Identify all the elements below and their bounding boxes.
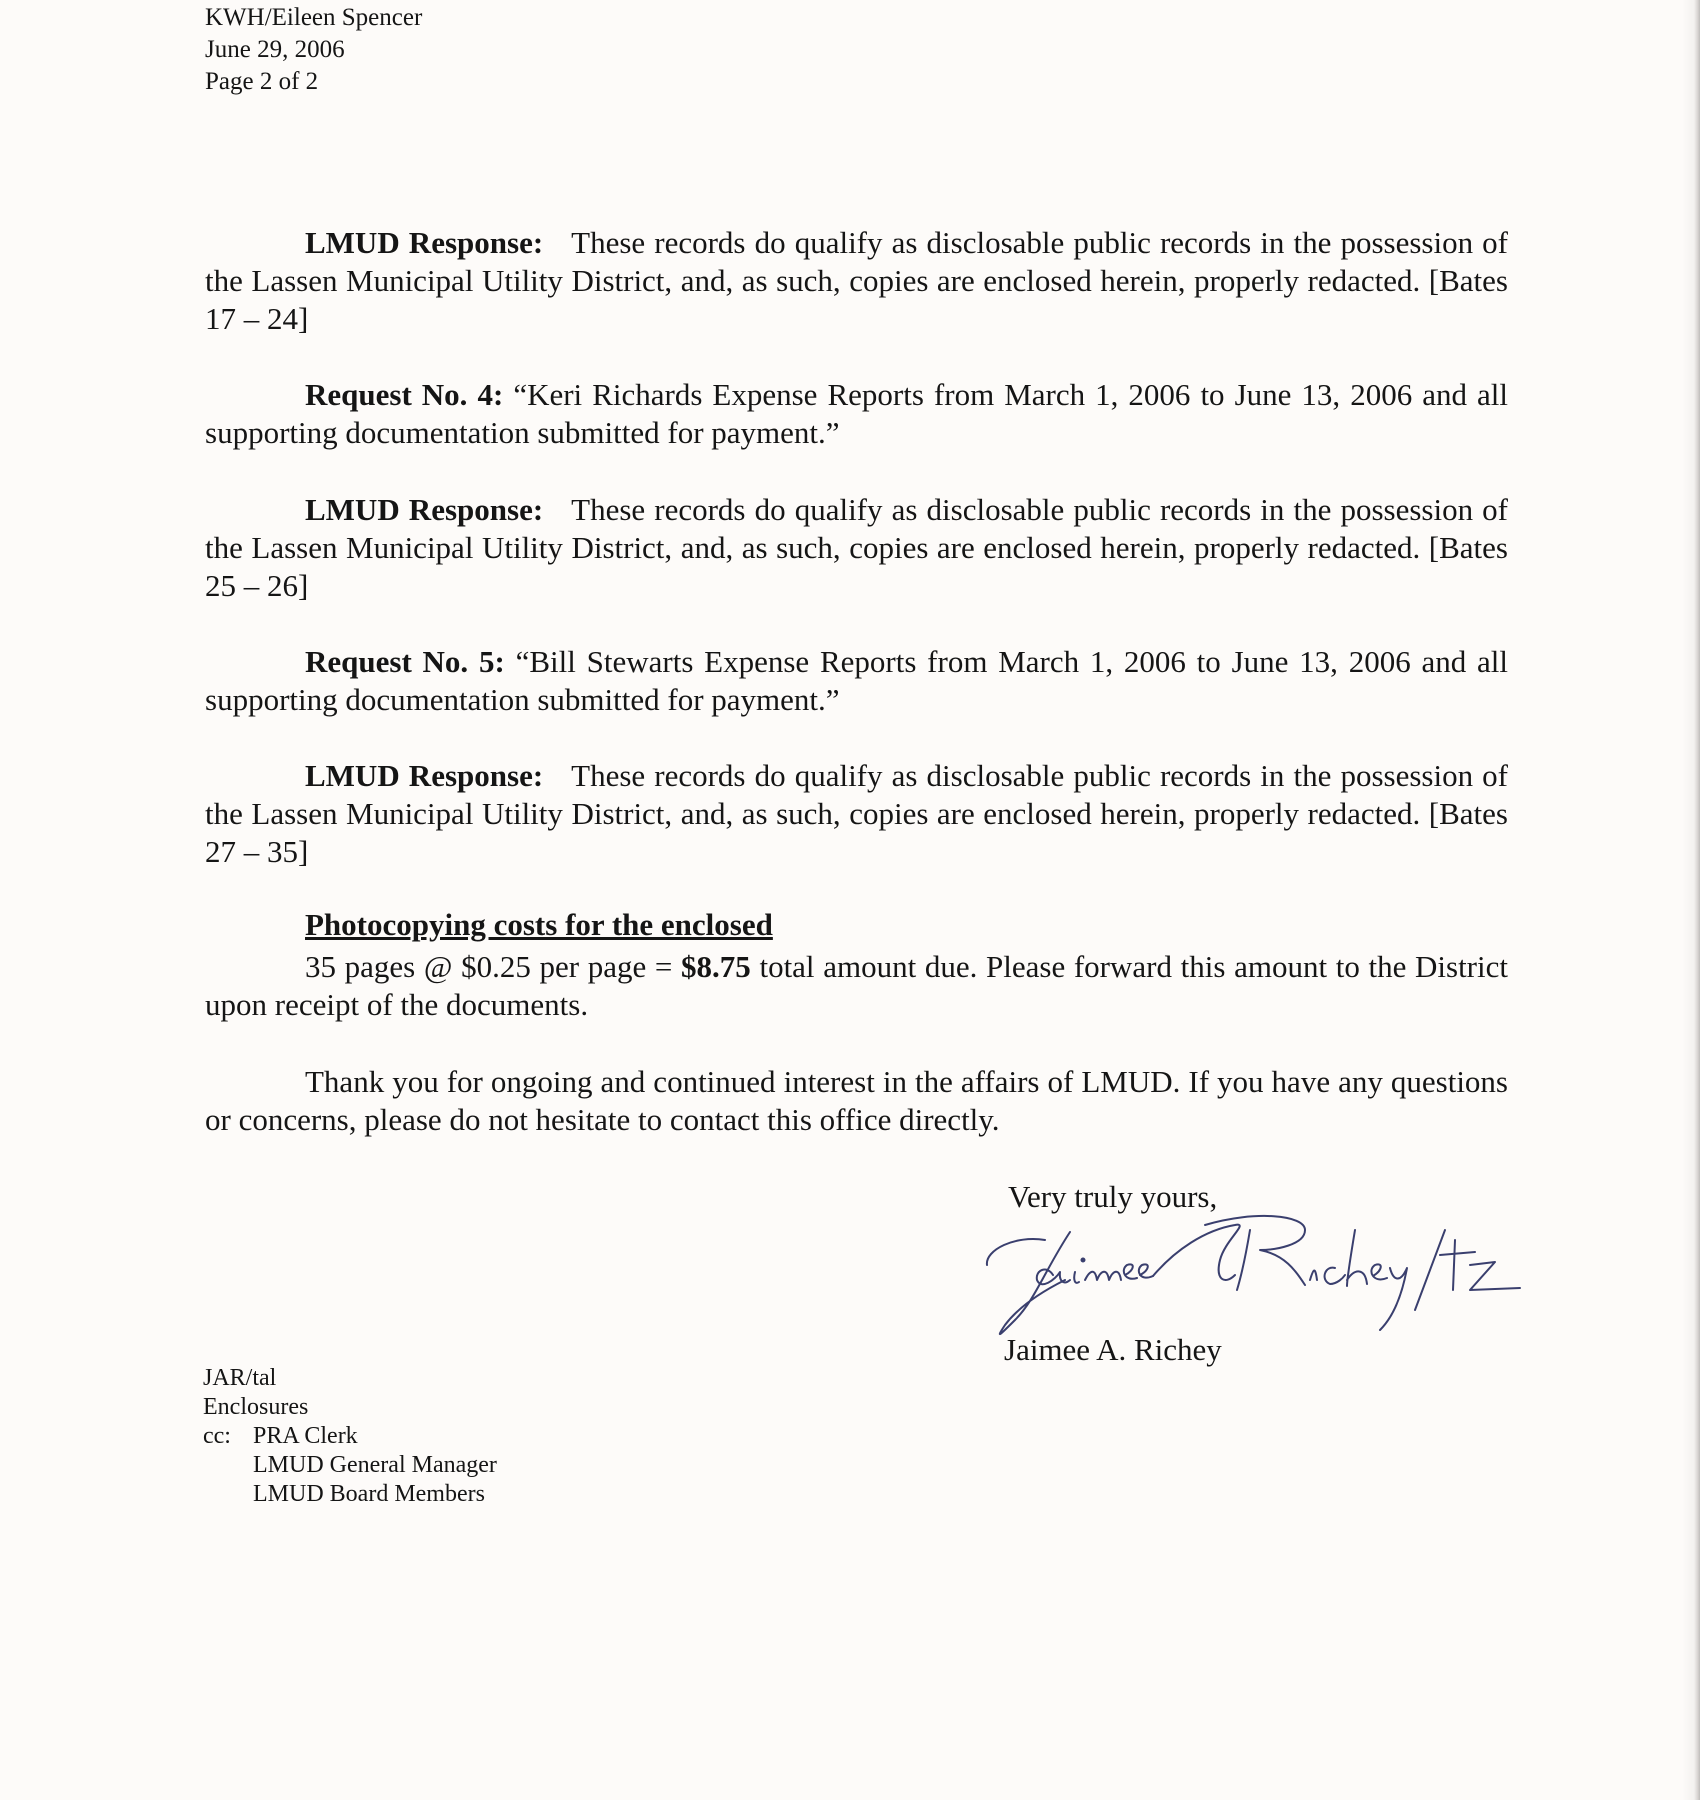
request-5-label: Request No. 5: — [305, 644, 505, 679]
cc-recipient: LMUD General Manager — [253, 1452, 497, 1478]
scan-shadow — [1682, 0, 1694, 1800]
letter-footer — [203, 1364, 497, 1509]
response-5-paragraph — [205, 757, 1508, 871]
response-3-paragraph — [205, 224, 1508, 338]
photocopy-paragraph — [205, 948, 1508, 1024]
closing-salutation: Very truly yours, — [1008, 1179, 1218, 1214]
footer-enclosures: Enclosures — [203, 1394, 309, 1420]
header-date: June 29, 2006 — [205, 36, 345, 63]
response-3-text: These records do qualify as disclosable public records in the possession of the Lassen Municipal Utility District, and, as such, copies are enclosed herein, properly redacted. [Bates 17 – 24] — [205, 225, 1508, 336]
response-4-text: These records do qualify as disclosable public records in the possession of the Lassen Municipal Utility District, and, as such, copies are enclosed herein, properly redacted. [Bates 25 – 26] — [205, 492, 1508, 603]
photocopy-text-after: total amount due. Please forward this amount to the District upon receipt of the documents. — [205, 949, 1508, 1022]
request-4-label: Request No. 4: — [305, 377, 504, 412]
footer-initials: JAR/tal — [203, 1365, 277, 1391]
letter-header — [205, 2, 422, 98]
cc-label: cc: — [203, 1423, 231, 1449]
cc-recipient: PRA Clerk — [253, 1423, 358, 1449]
handwritten-signature — [975, 1180, 1655, 1350]
cc-line — [203, 1422, 497, 1451]
response-4-paragraph — [205, 491, 1508, 605]
photocopy-amount: $8.75 — [681, 949, 751, 984]
photocopy-heading: Photocopying costs for the enclosed — [305, 907, 773, 942]
request-4-text: “Keri Richards Expense Reports from March 1, 2006 to June 13, 2006 and all supporting documentation submitted for payment.” — [205, 377, 1508, 450]
request-5-text: “Bill Stewarts Expense Reports from March 1, 2006 to June 13, 2006 and all supporting documentation submitted for payment.” — [205, 644, 1508, 717]
request-5-paragraph — [205, 643, 1508, 719]
header-recipient: KWH/Eileen Spencer — [205, 4, 423, 31]
response-4-label: LMUD Response: — [305, 492, 544, 527]
request-4-paragraph — [205, 376, 1508, 452]
signer-name: Jaimee A. Richey — [1004, 1332, 1222, 1367]
header-page-number: Page 2 of 2 — [205, 68, 319, 95]
thanks-paragraph: Thank you for ongoing and continued interest in the affairs of LMUD. If you have any questions or concerns, please do not hesitate to contact this office directly. — [205, 1064, 1508, 1137]
response-3-label: LMUD Response: — [305, 225, 544, 260]
response-5-text: These records do qualify as disclosable public records in the possession of the Lassen Municipal Utility District, and, as such, copies are enclosed herein, properly redacted. [Bates 27 – 35] — [205, 758, 1508, 869]
cc-recipient: LMUD Board Members — [253, 1481, 485, 1507]
photocopy-text-before: 35 pages @ $0.25 per page = — [305, 949, 682, 984]
scan-edge — [1694, 0, 1700, 1800]
response-5-label: LMUD Response: — [305, 758, 544, 793]
